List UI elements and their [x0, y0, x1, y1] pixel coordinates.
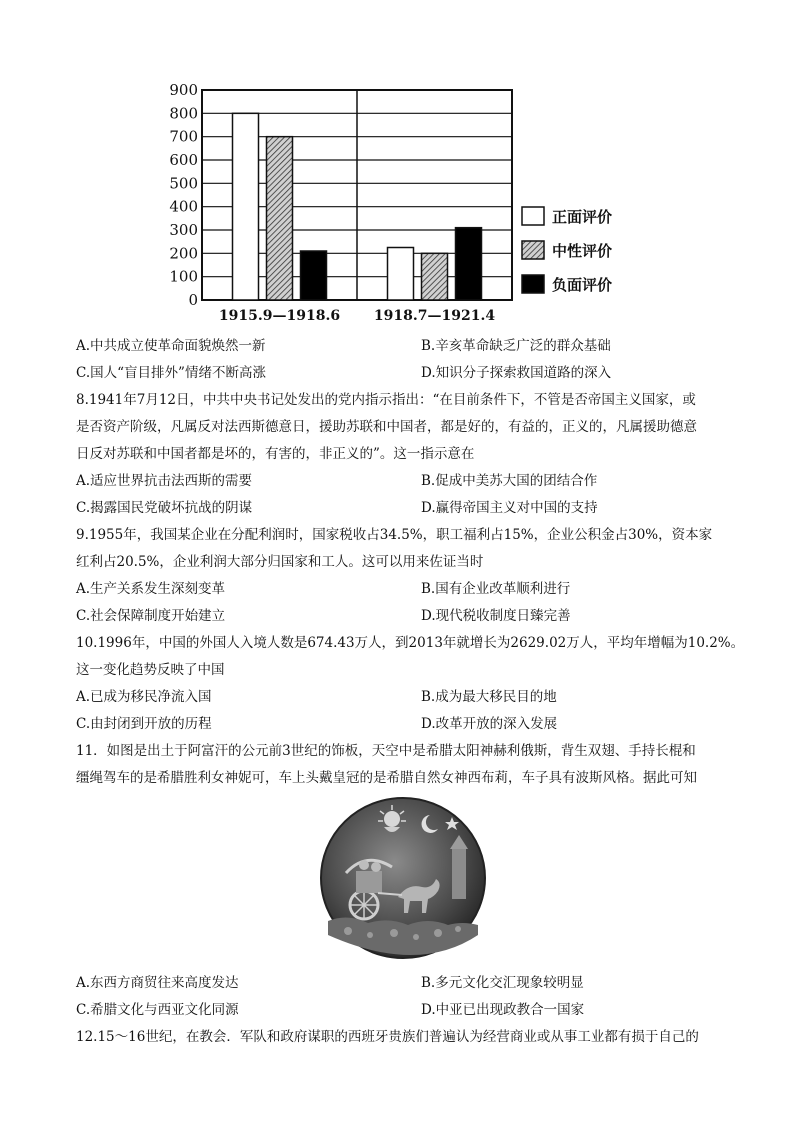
- x-category-label: 1915.9—1918.6: [218, 308, 341, 324]
- legend-swatch-1: [522, 241, 544, 259]
- q7-option-a[interactable]: A.中共成立使革命面貌焕然一新: [76, 338, 266, 354]
- q8-stem-line-3: 日反对苏联和中国者都是坏的，有害的，非正义的”。这一指示意在: [76, 446, 475, 462]
- bar-negative-0: [301, 251, 327, 300]
- q11-option-c[interactable]: C.希腊文化与西亚文化同源: [76, 1002, 239, 1018]
- q11-option-a[interactable]: A.东西方商贸往来高度发达: [76, 975, 239, 991]
- q9-stem-line-2: 红利占20.5%，企业利润大部分归国家和工人。这可以用来佐证当时: [76, 554, 484, 570]
- y-tick-label: 300: [169, 221, 198, 239]
- y-tick-label: 800: [169, 104, 198, 123]
- y-tick-label: 0: [188, 291, 198, 309]
- legend-label: 负面评价: [552, 276, 613, 294]
- q7-option-d[interactable]: D.知识分子探索救国道路的深入: [421, 365, 612, 381]
- q12-stem-line-1: 12.15～16世纪，在教会．军队和政府谋职的西班牙贵族们普遍认为经营商业或从事工业都有损于自己的: [76, 1029, 699, 1045]
- bar-positive-1: [388, 248, 414, 301]
- y-tick-label: 200: [169, 244, 198, 263]
- q8-option-c[interactable]: C.揭露国民党破坏抗战的阴谋: [76, 500, 253, 516]
- q9-option-d[interactable]: D.现代税收制度日臻完善: [421, 608, 571, 624]
- x-category-label: 1918.7—1921.4: [373, 308, 496, 324]
- q10-option-c[interactable]: C.由封闭到开放的历程: [76, 716, 212, 732]
- y-tick-label: 400: [169, 197, 198, 216]
- ai-khanoum-plaque-image: [318, 793, 488, 963]
- q10-option-a[interactable]: A.已成为移民净流入国: [76, 689, 212, 705]
- y-tick-label: 600: [169, 151, 198, 169]
- q8-option-a[interactable]: A.适应世界抗击法西斯的需要: [76, 473, 253, 489]
- legend-swatch-0: [522, 207, 544, 225]
- q10-stem-line-1: 10.1996年，中国的外国人入境人数是674.43万人，到2013年就增长为2629.02万人，平均年增幅为10.2%。: [76, 635, 745, 651]
- q7-option-b[interactable]: B.辛亥革命缺乏广泛的群众基础: [421, 338, 611, 354]
- y-tick-label: 100: [169, 267, 198, 286]
- q11-option-d[interactable]: D.中亚已出现政教合一国家: [421, 1002, 585, 1018]
- q11-option-b[interactable]: B.多元文化交汇现象较明显: [421, 975, 584, 991]
- legend-swatch-2: [522, 275, 544, 293]
- q11-stem-line-1: 11．如图是出土于阿富汗的公元前3世纪的饰板，天空中是希腊太阳神赫利俄斯，背生双翅、手持长棍和: [76, 743, 696, 759]
- y-tick-label: 500: [169, 174, 198, 193]
- q9-option-b[interactable]: B.国有企业改革顺利进行: [421, 581, 571, 597]
- q9-option-c[interactable]: C.社会保障制度开始建立: [76, 608, 226, 624]
- q7-option-c[interactable]: C.国人“盲目排外”情绪不断高涨: [76, 365, 266, 381]
- q10-stem-line-2: 这一变化趋势反映了中国: [76, 662, 225, 678]
- q10-option-d[interactable]: D.改革开放的深入发展: [421, 716, 558, 732]
- q8-stem-line-2: 是否资产阶级，凡属反对法西斯德意日，援助苏联和中国者，都是好的，有益的，正义的，凡属援助德意: [76, 419, 697, 435]
- bar-neutral-0: [267, 137, 293, 300]
- q10-option-b[interactable]: B.成为最大移民目的地: [421, 689, 557, 705]
- legend-label: 正面评价: [552, 208, 613, 226]
- q8-option-d[interactable]: D.赢得帝国主义对中国的支持: [421, 500, 598, 516]
- q11-stem-line-2: 缰绳驾车的是希腊胜利女神妮可，车上头戴皇冠的是希腊自然女神西布莉，车子具有波斯风格。据此可知: [76, 770, 697, 786]
- q9-option-a[interactable]: A.生产关系发生深刻变革: [76, 581, 226, 597]
- y-tick-label: 700: [169, 127, 198, 146]
- y-tick-label: 900: [169, 81, 198, 99]
- evaluation-bar-chart: [160, 80, 640, 330]
- q8-stem-line-1: 8.1941年7月12日，中共中央书记处发出的党内指示指出：“在目前条件下，不管是否帝国主义国家，或: [76, 392, 696, 408]
- q9-stem-line-1: 9.1955年，我国某企业在分配利润时，国家税收占34.5%，职工福利占15%，企业公积金占30%，资本家: [76, 527, 713, 543]
- q8-option-b[interactable]: B.促成中美苏大国的团结合作: [421, 473, 598, 489]
- legend-label: 中性评价: [552, 242, 613, 260]
- bar-positive-0: [233, 113, 259, 300]
- bar-negative-1: [456, 228, 482, 300]
- bar-neutral-1: [422, 253, 448, 300]
